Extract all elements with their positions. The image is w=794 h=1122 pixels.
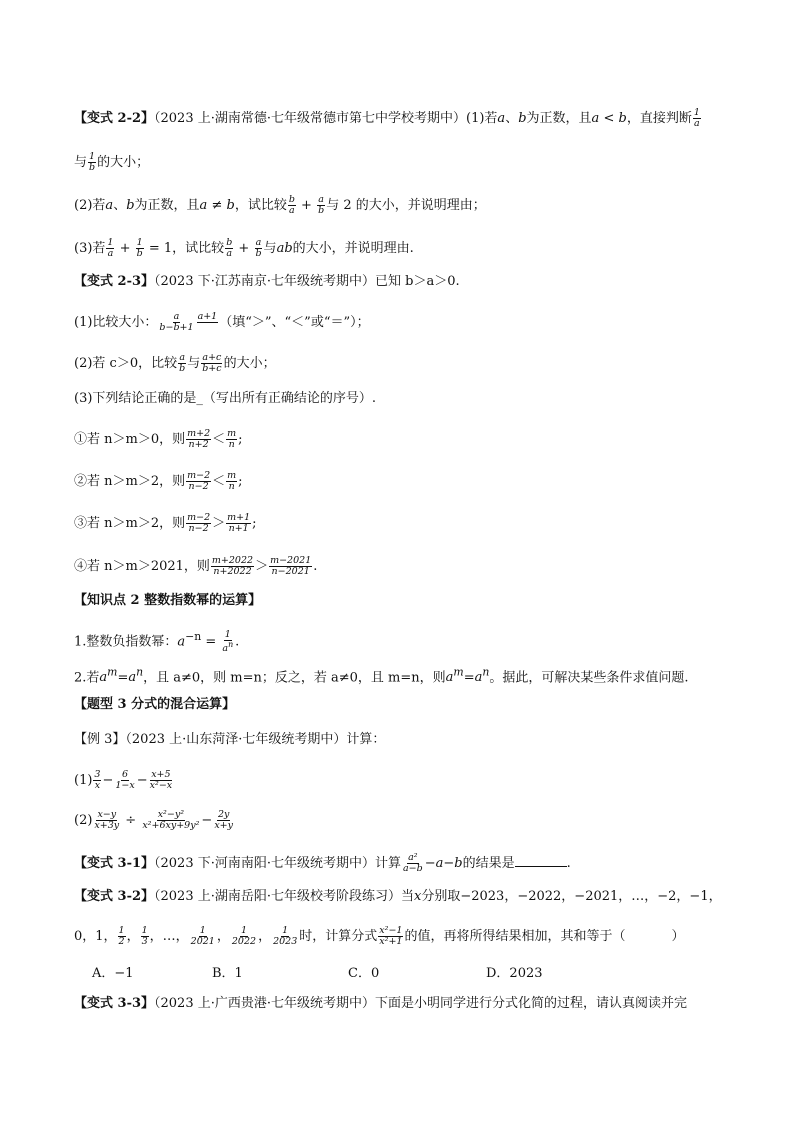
variant-label: 【变式 2-3】 — [74, 274, 155, 289]
fraction: $\frac{\text{x²−1}}{\text{x²+1}}$ — [379, 925, 403, 947]
source-text: （2023 上·湖南常德·七年级常德市第七中学校考期中） — [154, 110, 466, 126]
choice-d[interactable]: D．2023 — [486, 966, 543, 981]
variant-label: 【变式 2-2】 — [74, 110, 155, 126]
variant-2-2-line2 — [74, 152, 754, 173]
fraction: $\frac{m}{n}$ — [227, 470, 237, 492]
example-label: 【例 3】 — [74, 732, 126, 747]
fraction: $\frac{a}{b}$ — [318, 194, 325, 216]
text: （填“＞”、“＜”或“＝”）； — [219, 314, 370, 330]
fraction: $\frac{m+2}{n+2}$ — [187, 428, 211, 450]
text: (1)比较大小： — [74, 314, 158, 330]
variant-2-3-q3 — [74, 392, 754, 405]
text: （2023 上·广西贵港·七年级统考期中）下面是小明同学进行分式化简的过程，请认真阅读并完 — [154, 996, 687, 1011]
fraction: $\frac{1}{2022}$ — [231, 925, 257, 947]
option-3: ③若 n＞m＞2，则 $\frac{m-2}{n-2}$ ＞ $\frac{m+1}{n+1}$ ; — [74, 512, 257, 534]
fraction: $\frac{m}{n}$ — [227, 428, 237, 450]
fraction: $\frac{1}{2021}$ — [190, 925, 215, 947]
variant-2-3-q2 — [74, 353, 754, 374]
choice-c[interactable]: C．0 — [348, 966, 380, 981]
fraction: $\frac{3}{x}$ — [94, 769, 101, 791]
fraction: $\frac{1}{a}$ — [107, 237, 114, 259]
fraction: $\frac{6}{1-x}$ — [115, 769, 135, 791]
text: 为正数，且 — [526, 110, 592, 126]
fraction: $\frac{1}{a}$ — [693, 107, 700, 129]
variant-2-3-q1 — [74, 312, 754, 333]
variant-label: 【变式 3-2】 — [74, 889, 155, 904]
text: 2.若 — [74, 670, 100, 686]
knowledge-line-2: 2.若$a^m=a^n$，且 a≠0，则 m=n；反之，若 a≠0，且 m=n，则$a^m=a^n$。据此，可解决某些条件求值问题. — [74, 666, 689, 686]
fraction: $\frac{\text{x²−y²}}{\text{x²+6xy+9y²}}$ — [142, 809, 200, 831]
text: ，直接判断 — [626, 110, 692, 126]
example-3-part-1: (1) $\frac{3}{x}$ − $\frac{6}{1-x}$ − $\frac{x+5}{\text{x²−x}}$ — [74, 769, 173, 791]
text: (1) — [74, 772, 93, 788]
text: 与 — [187, 355, 201, 371]
choice-b[interactable]: B．1 — [212, 966, 243, 981]
fraction: $\frac{1}{b}$ — [136, 237, 143, 259]
text: 1.整数负指数幂： — [74, 634, 178, 650]
text: ） — [671, 928, 685, 944]
fraction: $\frac{m+2022}{n+2022}$ — [211, 555, 254, 577]
variant-3-2-line1: 【变式 3-2】（2023 上·湖南岳阳·七年级校考阶段练习）当x分别取−2023，−2022，−2021，…，−2，−1， — [74, 889, 722, 904]
variant-3-1: 【变式 3-1】（2023 下·河南南阳·七年级统考期中）计算 $\frac{\text{a²}}{a-b}$ −a−b的结果是 . — [74, 852, 571, 874]
text: 的大小； — [97, 154, 150, 170]
example-3 — [74, 733, 754, 746]
fraction: $\frac{1}{2}$ — [118, 925, 125, 947]
text: 0，1， — [74, 928, 117, 944]
text: ，试比较 — [234, 197, 287, 213]
fraction: $\frac{\text{a²}}{a-b}$ — [403, 852, 423, 874]
text: (2) — [74, 812, 93, 828]
fraction: $\frac{2y}{x+y}$ — [214, 809, 233, 831]
text: (3)若 — [74, 240, 106, 256]
option-1: ①若 n＞m＞0，则 $\frac{m+2}{n+2}$ ＜ $\frac{m}{n}$ ; — [74, 428, 243, 450]
text: (3)下列结论正确的是_（写出所有正确结论的序号）. — [74, 391, 377, 406]
fraction: $\frac{1}{2023}$ — [273, 925, 298, 947]
fraction: $\frac{b}{a}$ — [226, 237, 233, 259]
fraction: $\frac{x-y}{x+3y}$ — [94, 809, 120, 831]
fraction: $\frac{m-2}{n-2}$ — [187, 470, 211, 492]
choice-a[interactable]: A．−1 — [92, 966, 134, 981]
text: ，试比较 — [172, 240, 225, 256]
option-2: ②若 n＞m＞2，则 $\frac{m-2}{n-2}$ ＜ $\frac{m}{n}$ ; — [74, 470, 243, 492]
option-4: ④若 n＞m＞2021，则 $\frac{m+2022}{n+2022}$ ＞ $\frac{m-2021}{n-2021}$ . — [74, 555, 318, 577]
example-3-part-2: (2) $\frac{x-y}{x+3y}$ ÷ $\frac{\text{x²−y²}}{\text{x²+6xy+9y²}}$ − $\frac{2y}{x+y}$ — [74, 809, 233, 831]
fraction: $\frac{x+5}{\text{x²−x}}$ — [149, 769, 173, 791]
question-type-3-title: 【题型 3 分式的混合运算】 — [74, 697, 236, 712]
fraction: $\frac{a+c}{b+c}$ — [202, 352, 222, 374]
text: 的大小，并说明理由. — [292, 240, 414, 256]
text: ①若 n＞m＞0，则 — [74, 431, 186, 447]
text: 的值，再将所得结果相加，其和等于（ — [404, 928, 626, 944]
text: ③若 n＞m＞2，则 — [74, 515, 186, 531]
text: ④若 n＞m＞2021，则 — [74, 558, 210, 574]
text: 与 2 的大小，并说明理由； — [326, 197, 486, 213]
fraction: $\frac{a}{b}$ — [255, 237, 262, 259]
fraction: $\frac{a}{b}$ — [179, 352, 186, 374]
variant-label: 【变式 3-1】 — [74, 855, 155, 871]
variant-label: 【变式 3-3】 — [74, 996, 155, 1011]
fraction: $\frac{b}{a}$ — [288, 194, 295, 216]
variant-3-2-line2: 0，1， $\frac{1}{2}$ ， $\frac{1}{3}$ ，…， $\frac{1}{2021}$ ， $\frac{1}{2022}$ ， $\frac{1}{2023}$ 时，计算分式 $\frac{\text{x²−1}}{\text{x²+1}}$ 的值，再将所得结果相加，其和等于（ ） — [74, 925, 685, 947]
text: 为正数，且 — [134, 197, 200, 213]
text: 的大小； — [223, 355, 276, 371]
knowledge-point-2-title: 【知识点 2 整数指数幂的运算】 — [74, 593, 262, 608]
text: 与 — [74, 154, 88, 170]
fraction: a+1 — [197, 311, 218, 322]
text: 分别取−2023，−2022，−2021，…，−2，−1， — [421, 889, 722, 904]
text: ，且 a≠0，则 m=n；反之，若 a≠0，且 m=n，则 — [143, 670, 446, 686]
fraction: $\frac{1}{a^n}$ — [222, 629, 234, 655]
fraction: $\frac{m-2}{n-2}$ — [187, 512, 211, 534]
text: （2023 下·河南南阳·七年级统考期中）计算 — [154, 855, 401, 871]
source-text: （2023 下·江苏南京·七年级统考期中）已知 b＞a＞0. — [154, 274, 460, 289]
text: ②若 n＞m＞2，则 — [74, 473, 186, 489]
variant-2-3-header — [74, 275, 754, 288]
text: (2)若 c＞0，比较 — [74, 355, 178, 371]
fraction: $\frac{a}{b-b+1}$ — [159, 311, 194, 333]
text: 时，计算分式 — [299, 928, 378, 944]
text: (2)若 — [74, 197, 106, 213]
text: (1)若 — [466, 110, 498, 126]
fraction: $\frac{m-2021}{n-2021}$ — [270, 555, 312, 577]
variant-2-2-line4: (3)若 $\frac{1}{a}$ + $\frac{1}{b}$ = 1，试比较 $\frac{b}{a}$ + $\frac{a}{b}$ 与ab的大小，并说明理由. — [74, 237, 414, 259]
text: 的结果是 — [462, 855, 515, 871]
text: 。据此，可解决某些条件求值问题. — [489, 670, 689, 686]
answer-blank[interactable] — [515, 856, 567, 867]
fraction: $\frac{m+1}{n+1}$ — [227, 512, 251, 534]
text: （2023 上·湖南岳阳·七年级校考阶段练习）当 — [154, 889, 414, 904]
source-text: （2023 上·山东菏泽·七年级统考期中）计算： — [125, 732, 386, 747]
variant-2-2-line1: 【变式 2-2】（2023 上·湖南常德·七年级常德市第七中学校考期中）(1)若a、b为正数，且a < b，直接判断 $\frac{1}{a}$ — [74, 107, 700, 129]
fraction: $\frac{1}{3}$ — [141, 925, 148, 947]
knowledge-line-1: 1.整数负指数幂：$a^{-n}$ = $\frac{1}{a^n}$ . — [74, 629, 240, 655]
fraction: $\frac{1}{b}$ — [89, 151, 96, 173]
variant-3-3 — [74, 997, 754, 1010]
variant-2-2-line3: (2)若a、b为正数，且a ≠ b，试比较 $\frac{b}{a}$ + $\frac{a}{b}$ 与 2 的大小，并说明理由； — [74, 194, 486, 216]
